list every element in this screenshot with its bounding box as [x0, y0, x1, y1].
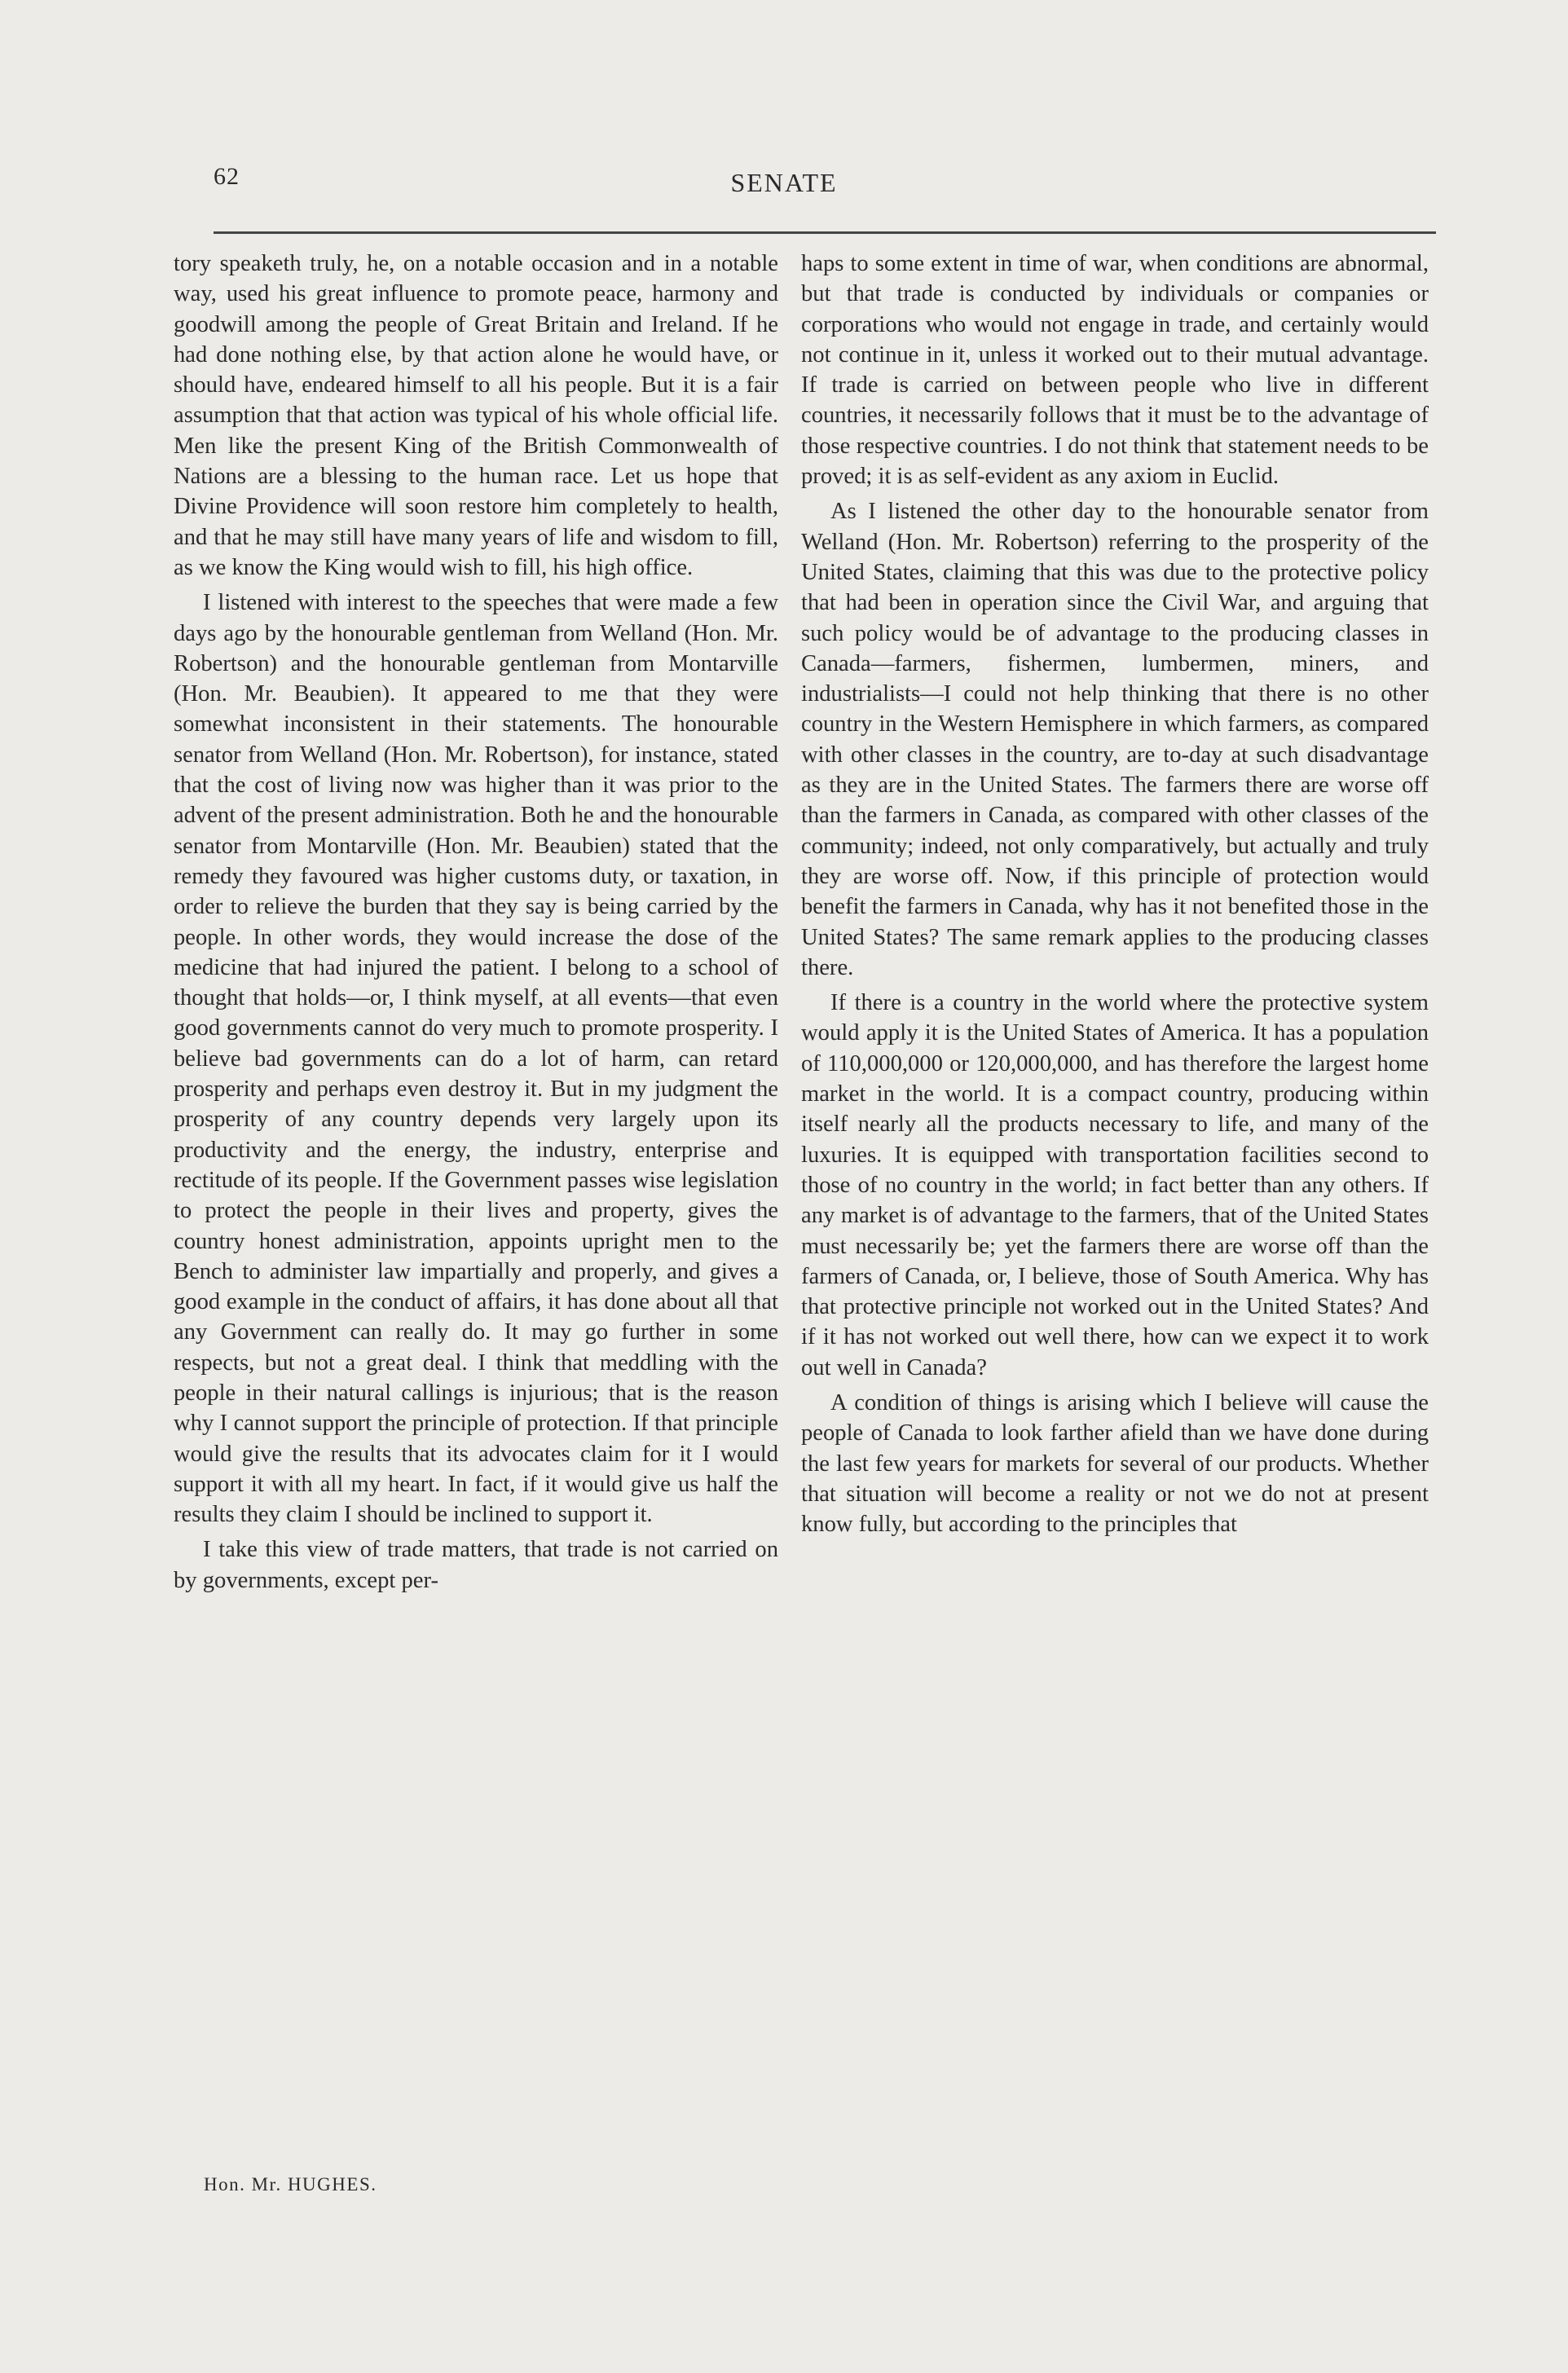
- footer-speaker: Hon. Mr. HUGHES.: [204, 2174, 377, 2195]
- paragraph: tory speaketh truly, he, on a notable occasion and in a notable way, used his great influence to promote peace, harmony and goodwill among the people of Great Britain and Ireland. If he had done nothing else, by that action alone he would have, or should have, endeared himself to all his people. But it is a fair assumption that that action was typical of his whole official life. Men like the present King of the British Commonwealth of Nations are a blessing to the human race. Let us hope that Divine Providence will soon restore him completely to health, and that he may still have many years of life and wisdom to fill, as we know the King would wish to fill, his high office.: [174, 251, 778, 580]
- paragraph: As I listened the other day to the honourable senator from Welland (Hon. Mr. Robertson) referring to the prosperity of the United States, claiming that this was due to the protective policy that had been in operation since the Civil War, and arguing that such policy would be of advantage to the producing classes in Canada—farmers, fishermen, lumbermen, miners, and industrialists—I could not help thinking that there is no other country in the Western Hemisphere in which farmers, as compared with other classes in the country, are to-day at such disadvantage as they are in the United States. The farmers there are worse off than the farmers in Canada, as compared with other classes of the community; indeed, not only comparatively, but actually and truly they are worse off. Now, if this principle of protection would benefit the farmers in Canada, why has it not benefited those in the United States? The same remark applies to the producing classes there.: [801, 499, 1429, 980]
- running-head: SENATE: [730, 168, 838, 197]
- header-rule: [214, 231, 1436, 234]
- paragraph: I take this view of trade matters, that trade is not carried on by governments, except per-: [174, 1537, 778, 1593]
- right-column: [801, 249, 1429, 1539]
- left-column: [174, 249, 778, 1596]
- page-number: 62: [214, 163, 240, 190]
- paragraph: If there is a country in the world where the protective system would apply it is the United States of America. It has a population of 110,000,000 or 120,000,000, and has therefore the largest home market in the world. It is a compact country, producing within itself nearly all the products necessary to life, and many of the luxuries. It is equipped with transportation facilities second to those of no country in the world; in fact better than any others. If any market is of advantage to the farmers, that of the United States must necessarily be; yet the farmers there are worse off than the farmers of Canada, or, I believe, those of South America. Why has that protective principle not worked out in the United States? And if it has not worked out well there, how can we expect it to work out well in Canada?: [801, 990, 1429, 1380]
- paragraph: A condition of things is arising which I believe will cause the people of Canada to look farther afield than we have done during the last few years for markets for several of our products. Whether that situation will become a reality or not we do not at present know fully, but according to the principles that: [801, 1389, 1429, 1538]
- paragraph: haps to some extent in time of war, when conditions are abnormal, but that trade is conducted by individuals or companies or corporations who would not engage in trade, and certainly would not continue in it, unless it worked out to their mutual advantage. If trade is carried on between people who live in different countries, it necessarily follows that it must be to the advantage of those respective countries. I do not think that statement needs to be proved; it is as self-evident as any axiom in Euclid.: [801, 251, 1429, 490]
- paragraph: I listened with interest to the speeches that were made a few days ago by the honourable gentleman from Welland (Hon. Mr. Robertson) and the honourable gentleman from Montarville (Hon. Mr. Beaubien). It appeared to me that they were somewhat inconsistent in their statements. The honourable senator from Welland (Hon. Mr. Robertson), for instance, stated that the cost of living now was higher than it was prior to the advent of the present administration. Both he and the honourable senator from Montarville (Hon. Mr. Beaubien) stated that the remedy they favoured was higher customs duty, or taxation, in order to relieve the burden that they say is being carried by the people. In other words, they would increase the dose of the medicine that had injured the patient. I belong to a school of thought that holds—or, I think myself, at all events—that even good governments cannot do very much to promote prosperity. I believe bad governments can do a lot of harm, can retard prosperity and perhaps even destroy it. But in my judgment the prosperity of any country depends very largely upon its productivity and the energy, the industry, enterprise and rectitude of its people. If the Government passes wise legislation to protect the people in their lives and property, gives the country honest administration, appoints upright men to the Bench to administer law impartially and properly, and gives a good example in the conduct of affairs, it has done about all that any Government can really do. It may go further in some respects, but not a great deal. I think that meddling with the people in their natural callings is injurious; that is the reason why I cannot support the principle of protection. If that principle would give the results that its advocates claim for it I would support it with all my heart. In fact, if it would give us half the results they claim I should be inclined to support it.: [174, 590, 778, 1528]
